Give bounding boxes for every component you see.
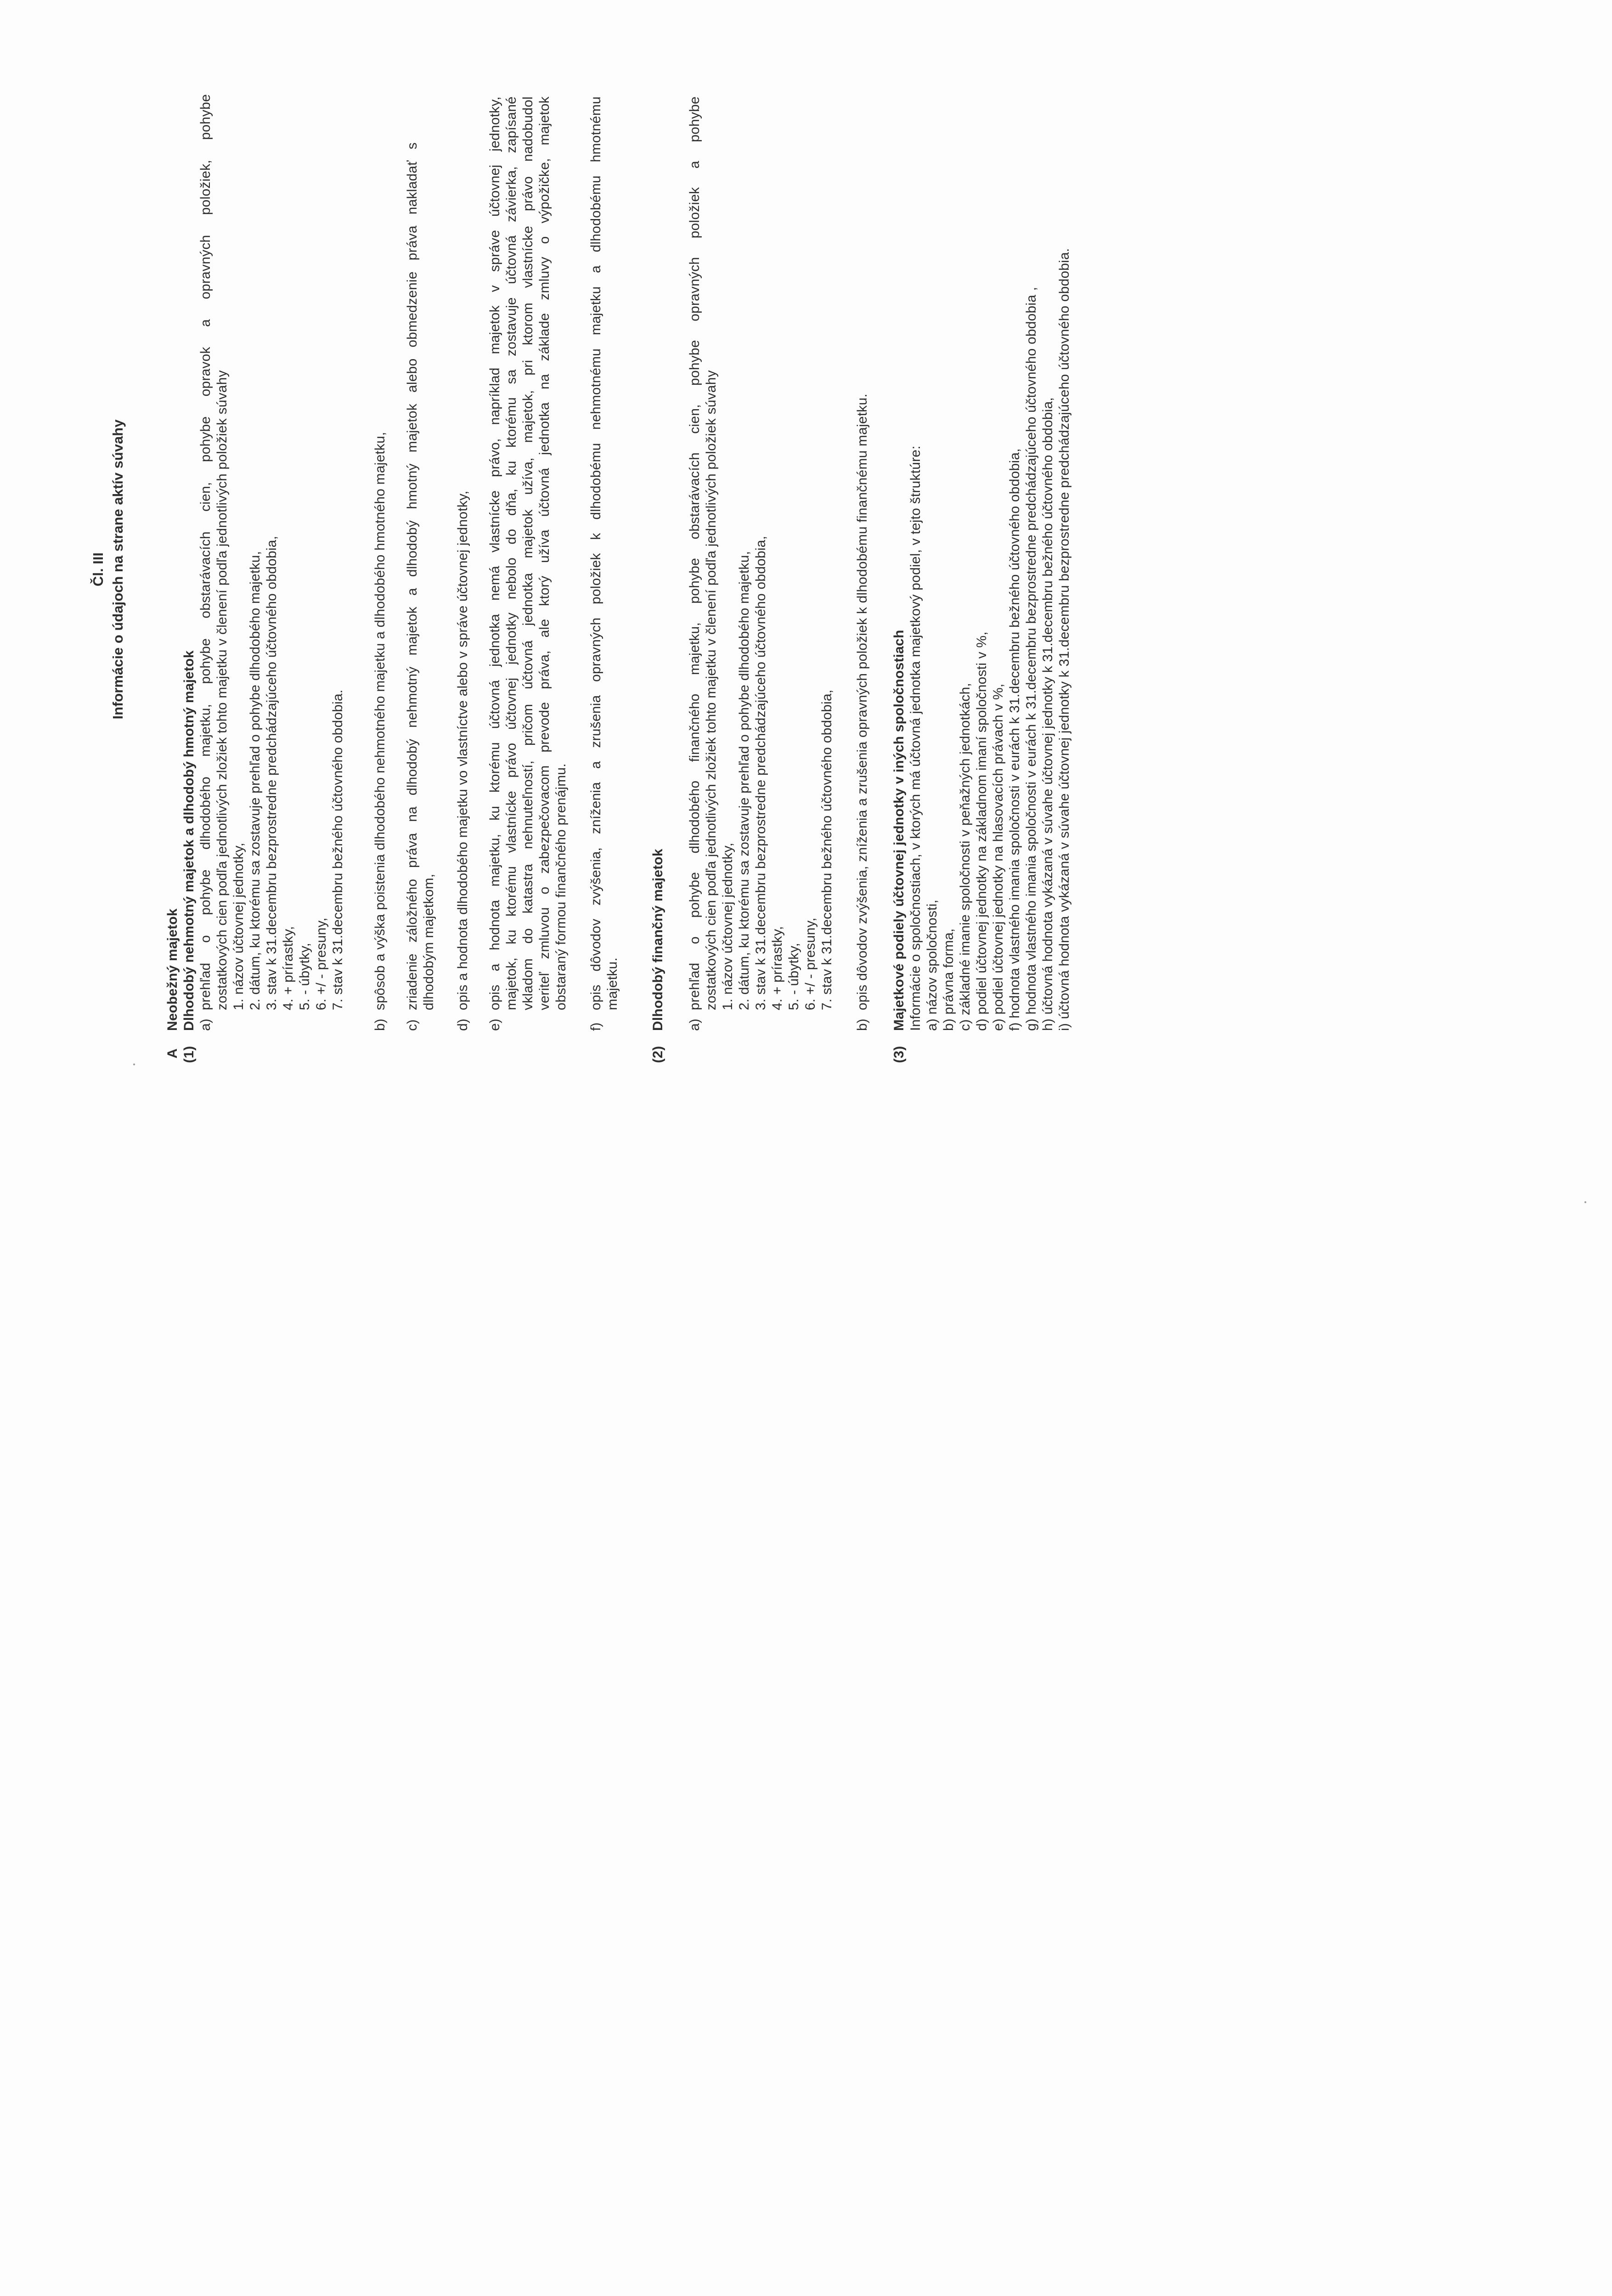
item-1d-label: d) [455, 1019, 470, 1031]
item-1a-line: zostatkových cien podľa jednotlivých zložiek tohto majetku v členení podľa jednotlivých položiek súvahy [214, 370, 230, 1010]
section-3-title: Majetkové podiely účtovnej jednotky v iných spoločnostiach [891, 630, 907, 1031]
item-1e-line: veriteľ zmluvou o zabezpečovacom prevode práva, ale ktorý užíva účtovná jednotka na základe zmluvy o výpožičke, majetok [537, 96, 552, 1010]
list-item: 7. stav k 31.decembru bežného účtovného obdobia, [819, 689, 834, 1010]
section-a-title: Neobežný majetok [165, 908, 180, 1031]
section-3-number: (3) [891, 1046, 907, 1063]
list-item: 7. stav k 31.decembru bežného účtovného obdobia. [330, 689, 345, 1010]
page-title: Informácie o údajoch na strane aktív súvahy [110, 419, 126, 720]
list-item: i) účtovná hodnota vykázaná v súvahe účtovnej jednotky k 31.decembru bezprostredne predchádzajúceho účtovného obdobia. [1057, 248, 1072, 1031]
list-item: d) podiel účtovnej jednotky na základnom imaní spoločnosti v %, [974, 631, 989, 1031]
list-item: 1. názov účtovnej jednotky, [231, 842, 246, 1010]
list-item: 6. +/ - presuny, [803, 917, 818, 1010]
list-item: f) hodnota vlastného imania spoločnosti v eurách k 31.decembru bežného účtovného obdobia, [1007, 448, 1022, 1031]
item-1d-line: opis a hodnota dlhodobého majetku vo vlastníctve alebo v správe účtovnej jednotky, [455, 490, 470, 1010]
item-1c-line: dlhodobým majetkom, [421, 873, 436, 1010]
item-2b-line: opis dôvodov zvýšenia, zníženia a zrušenia opravných položiek k dlhodobému finančnému majetku. [855, 394, 870, 1010]
list-item: e) podiel účtovnej jednotky na hlasovacích právach v %, [991, 683, 1006, 1031]
section-3-intro: Informácie o spoločnostiach, v ktorých má účtovná jednotka majetkový podiel, v tejto štruktúre: [908, 445, 923, 1031]
item-1c-label: c) [405, 1019, 420, 1031]
list-item: c) základné imanie spoločnosti v peňažných jednotkách, [958, 683, 973, 1031]
list-item: 5. - úbytky, [786, 943, 801, 1010]
item-1e-line: opis a hodnota majetku, ku ktorému účtovná jednotka nemá vlastnícke právo, napríklad majetok v správe účtovnej jednotky, [487, 96, 502, 1010]
item-1e-line: vkladom do katastra nehnuteľností, pričom účtovná jednotka majetok užíva, majetok, pri ktorom vlastnícke právo nadobudol [520, 96, 535, 1010]
list-item: g) hodnota vlastného imania spoločnosti v eurách k 31.decembru bezprostredne predchádzajúceho účtovného obdobia , [1024, 287, 1039, 1031]
list-item: 4. + prírastky, [770, 926, 785, 1010]
section-2-number: (2) [650, 1046, 665, 1063]
scan-speck [133, 1064, 135, 1065]
item-1a-label: a) [198, 1019, 213, 1031]
list-item: 6. +/ - presuny, [314, 917, 329, 1010]
item-1e-line: majetok, ku ktorému vlastnícke právo účtovnej jednotky nebolo do dňa, ku ktorému sa zostavuje účtovná závierka, zapísané [504, 96, 519, 1010]
list-item: 2. dátum, ku ktorému sa zostavuje prehľad o pohybe dlhodobého majetku, [248, 551, 263, 1010]
item-1e-label: e) [487, 1019, 502, 1031]
list-item: 3. stav k 31.decembru bezprostredne predchádzajúceho účtovného obdobia, [753, 535, 768, 1010]
item-1c-line: zriadenie záložného práva na dlhodobý nehmotný majetok a dlhodobý hmotný majetok alebo obmedzenie práva nakladať s [405, 142, 420, 1010]
list-item: b) právna forma, [941, 928, 956, 1031]
item-1a-line: prehľad o pohybe dlhodobého majetku, pohybe obstarávacích cien, pohybe opravok a opravných položiek, pohybe [198, 94, 213, 1010]
list-item: 4. + prírastky, [281, 926, 296, 1010]
item-2a-line: zostatkových cien podľa jednotlivých zložiek tohto majetku v členení podľa jednotlivých položiek súvahy [704, 370, 719, 1010]
item-1b-label: b) [372, 1019, 388, 1031]
section-1-title: Dlhodobý nehmotný majetok a dlhodobý hmotný majetok [181, 650, 197, 1031]
article-number: Čl. III [90, 552, 106, 587]
item-1e-line: obstaraný formou finančného prenájmu. [553, 763, 569, 1010]
list-item: 3. stav k 31.decembru bezprostredne predchádzajúceho účtovného obdobia, [264, 535, 279, 1010]
item-1f-label: f) [588, 1022, 603, 1031]
section-a-letter: A [165, 1048, 180, 1058]
item-2b-label: b) [855, 1019, 870, 1031]
list-item: 1. názov účtovnej jednotky, [720, 842, 735, 1010]
list-item: 5. - úbytky, [297, 943, 312, 1010]
section-2-title: Dlhodobý finančný majetok [650, 849, 665, 1031]
scan-speck [1584, 1201, 1586, 1203]
list-item: h) účtovná hodnota vykázaná v súvahe účtovnej jednotky k 31.decembru bežného účtovného obdobia, [1040, 397, 1055, 1031]
item-1f-line: opis dôvodov zvýšenia, zníženia a zrušenia opravných položiek k dlhodobému nehmotnému majetku a dlhodobému hmotnému [588, 96, 603, 1010]
list-item: 2. dátum, ku ktorému sa zostavuje prehľad o pohybe dlhodobého majetku, [737, 551, 752, 1010]
item-2a-label: a) [687, 1019, 702, 1031]
item-2a-line: prehľad o pohybe dlhodobého finančného majetku, pohybe obstarávacích cien, pohybe opravných položiek a pohybe [687, 96, 702, 1010]
item-1f-line: majetku. [605, 957, 620, 1010]
item-1b-line: spôsob a výška poistenia dlhodobého nehmotného majetku a dlhodobého hmotného majetku, [372, 432, 388, 1010]
list-item: a) názov spoločnosti, [924, 899, 940, 1031]
section-1-number: (1) [181, 1046, 197, 1063]
